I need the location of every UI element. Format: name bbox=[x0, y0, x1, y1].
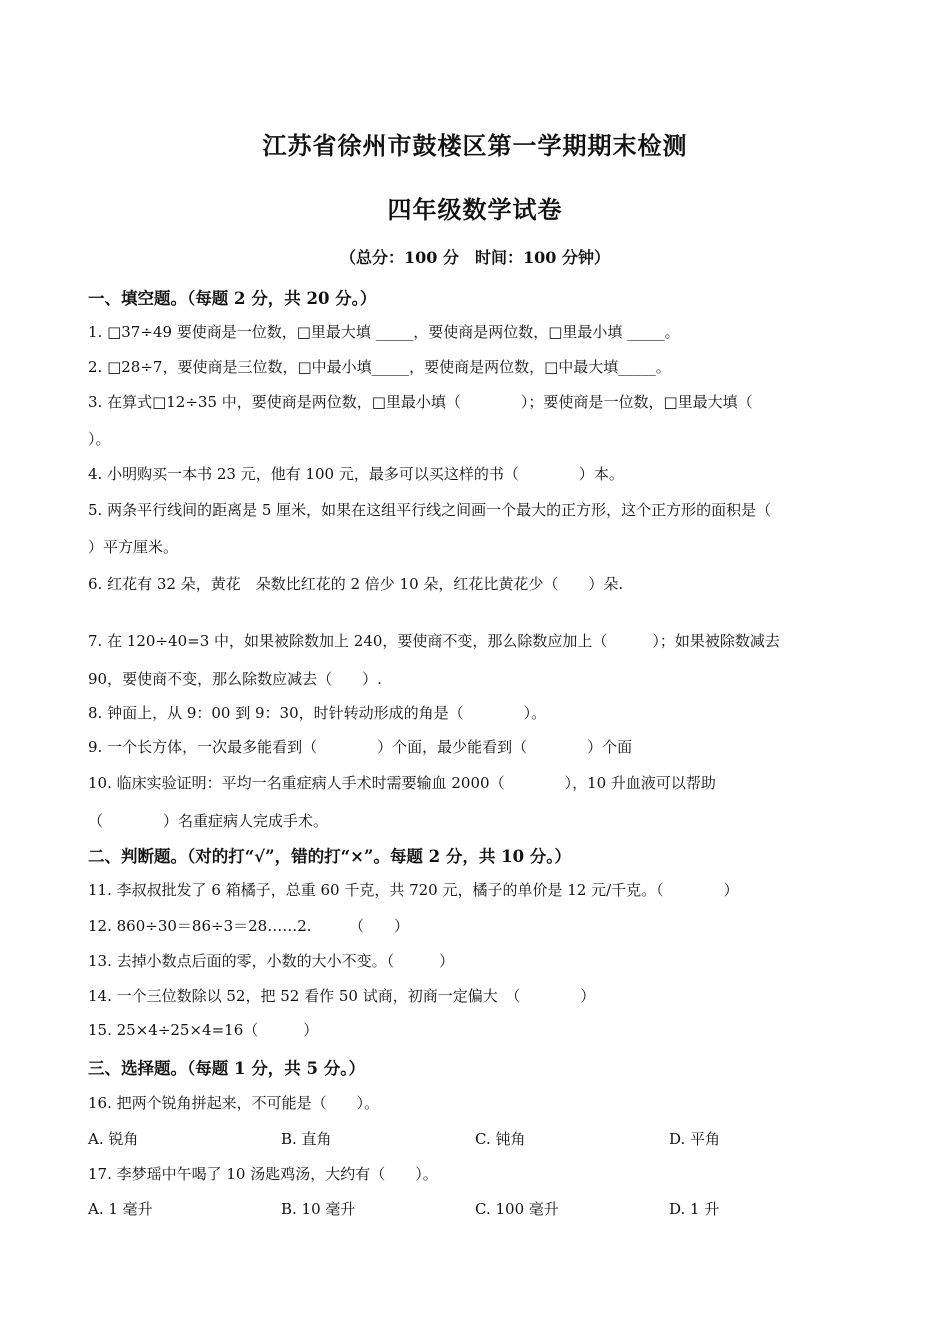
section-true-false-heading: 二、判断题。（对的打“√”，错的打“×”。每题 2 分，共 10 分。） bbox=[88, 847, 572, 866]
exam-subtitle: 四年级数学试卷 bbox=[387, 196, 563, 224]
question-15: 15. 25×4÷25×4=16（ ） bbox=[88, 1021, 319, 1039]
question-3: 3. 在算式□12÷35 中，要使商是两位数，□里最小填（ ）；要使商是一位数，□里最大填（ bbox=[88, 393, 753, 411]
score-time-info: （总分：100 分 时间：100 分钟） bbox=[340, 248, 610, 267]
question-12: 12. 860÷30＝86÷3＝28……2. （ ） bbox=[88, 917, 410, 935]
q16-option-b: B. 直角 bbox=[281, 1130, 332, 1148]
q17-option-d: D. 1 升 bbox=[669, 1200, 720, 1218]
question-6: 6. 红花有 32 朵，黄花 朵数比红花的 2 倍少 10 朵，红花比黄花少（ ）朵. bbox=[88, 575, 624, 593]
question-5-cont: ）平方厘米。 bbox=[88, 538, 179, 556]
exam-title: 江苏省徐州市鼓楼区第一学期期末检测 bbox=[262, 132, 688, 160]
section-fill-blank-heading: 一、填空题。（每题 2 分，共 20 分。） bbox=[88, 289, 377, 308]
question-3-cont: ）。 bbox=[88, 430, 111, 448]
question-14: 14. 一个三位数除以 52，把 52 看作 50 试商，初商一定偏大 （ ） bbox=[88, 987, 596, 1005]
question-17: 17. 李梦瑶中午喝了 10 汤匙鸡汤，大约有（ ）。 bbox=[88, 1165, 438, 1183]
q16-option-a: A. 锐角 bbox=[88, 1130, 139, 1148]
question-7: 7. 在 120÷40=3 中，如果被除数加上 240，要使商不变，那么除数应加上（ ）；如果被除数减去 bbox=[88, 632, 780, 650]
question-7-cont: 90，要使商不变，那么除数应减去（ ）. bbox=[88, 670, 382, 688]
question-2: 2. □28÷7，要使商是三位数，□中最小填_____，要使商是两位数，□中最大填_____。 bbox=[88, 358, 671, 376]
question-11: 11. 李叔叔批发了 6 箱橘子，总重 60 千克，共 720 元，橘子的单价是 12 元/千克。（ ） bbox=[88, 881, 739, 899]
question-8: 8. 钟面上，从 9：00 到 9：30，时针转动形成的角是（ ）。 bbox=[88, 704, 547, 722]
question-9: 9. 一个长方体，一次最多能看到（ ）个面，最少能看到（ ）个面 bbox=[88, 738, 633, 756]
question-4: 4. 小明购买一本书 23 元，他有 100 元，最多可以买这样的书（ ）本。 bbox=[88, 465, 624, 483]
q17-option-a: A. 1 毫升 bbox=[88, 1200, 153, 1218]
q17-option-b: B. 10 毫升 bbox=[281, 1200, 356, 1218]
q17-option-c: C. 100 毫升 bbox=[475, 1200, 559, 1218]
question-10: 10. 临床实验证明：平均一名重症病人手术时需要输血 2000（ ），10 升血液可以帮助 bbox=[88, 774, 716, 792]
q16-option-c: C. 钝角 bbox=[475, 1130, 526, 1148]
question-10-cont: （ ）名重症病人完成手术。 bbox=[88, 812, 329, 830]
question-16: 16. 把两个锐角拼起来，不可能是（ ）。 bbox=[88, 1094, 380, 1112]
question-5: 5. 两条平行线间的距离是 5 厘米，如果在这组平行线之间画一个最大的正方形，这个正方形的面积是（ bbox=[88, 501, 772, 519]
section-choice-heading: 三、选择题。（每题 1 分，共 5 分。） bbox=[88, 1059, 365, 1078]
q16-option-d: D. 平角 bbox=[669, 1130, 721, 1148]
question-13: 13. 去掉小数点后面的零，小数的大小不变。（ ） bbox=[88, 952, 455, 970]
question-1: 1. □37÷49 要使商是一位数，□里最大填 _____，要使商是两位数，□里最小填 _____。 bbox=[88, 323, 680, 341]
